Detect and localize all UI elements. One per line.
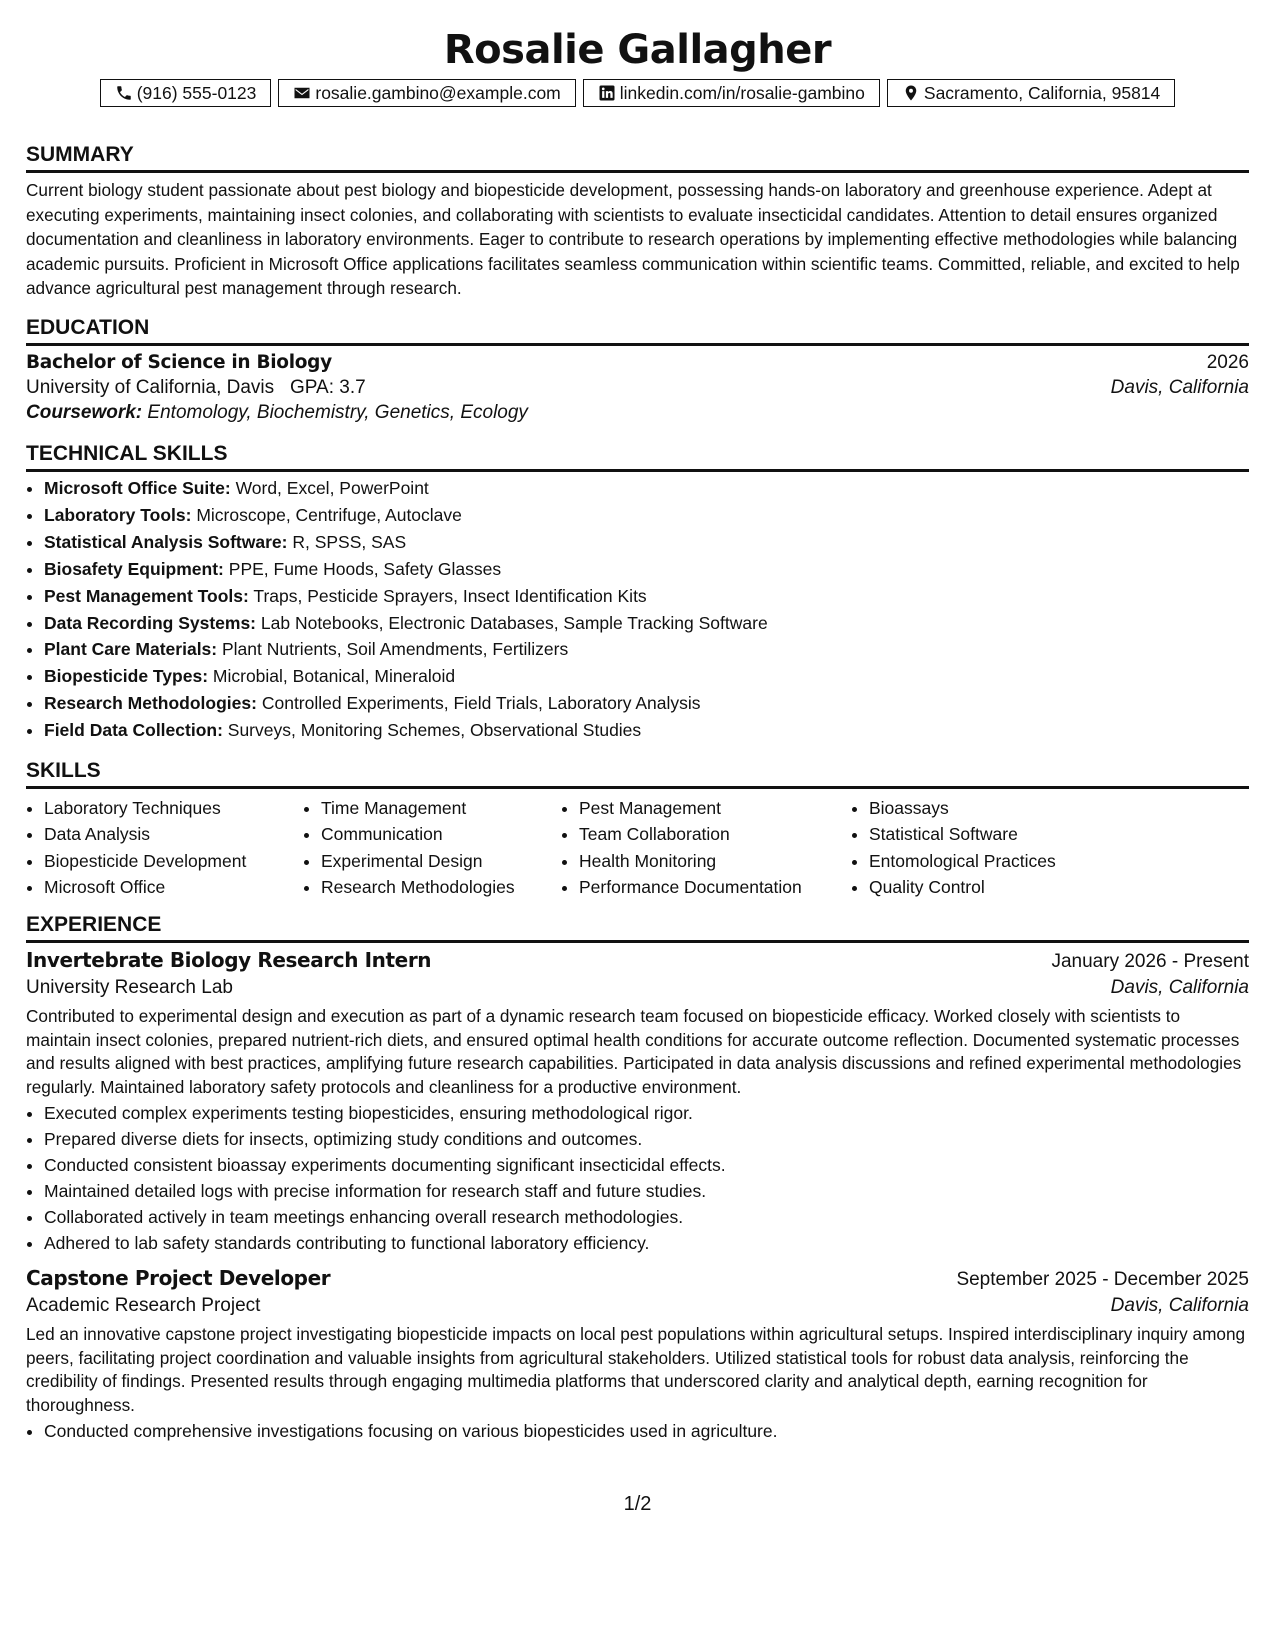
- skill-label: Pest Management Tools:: [44, 585, 249, 606]
- list-item: [44, 610, 1249, 637]
- coursework-list: Entomology, Biochemistry, Genetics, Ecology: [147, 401, 528, 423]
- skills-column: [561, 795, 834, 900]
- skills-column: [26, 795, 276, 900]
- phone-icon: [115, 84, 133, 102]
- contact-location: [887, 79, 1175, 107]
- contact-location-text: Sacramento, California, 95814: [923, 82, 1161, 103]
- job-title: Capstone Project Developer: [26, 1266, 331, 1291]
- skill-value: Plant Nutrients, Soil Amendments, Fertilizers: [222, 639, 569, 660]
- skill-label: Statistical Analysis Software:: [44, 531, 288, 552]
- resume-page: [26, 0, 1249, 1444]
- job-org-row: [26, 1295, 1249, 1317]
- map-marker-icon: [902, 84, 920, 102]
- list-item: • Communication: [321, 821, 543, 847]
- job-dates: September 2025 - December 2025: [956, 1269, 1249, 1291]
- school-location: Davis, California: [1110, 376, 1249, 398]
- contact-email-text: rosalie.gambino@example.com: [315, 82, 561, 103]
- list-item: [44, 556, 1249, 583]
- list-item: • Health Monitoring: [579, 848, 834, 874]
- job-header-row: [26, 1266, 1249, 1291]
- skill-label: Microsoft Office Suite:: [44, 477, 231, 498]
- skill-value: Traps, Pesticide Sprayers, Insect Identification Kits: [253, 585, 647, 606]
- school-info: [26, 377, 366, 399]
- list-item: • Adhered to lab safety standards contributing to functional laboratory efficiency.: [44, 1230, 1249, 1256]
- list-item: • Performance Documentation: [579, 874, 834, 900]
- job-organization: University Research Lab: [26, 977, 233, 999]
- gpa: GPA: 3.7: [289, 376, 366, 398]
- list-item: [44, 663, 1249, 690]
- list-item: [44, 583, 1249, 610]
- list-item: • Time Management: [321, 795, 543, 821]
- list-item: • Collaborated actively in team meetings enhancing overall research methodologies.: [44, 1204, 1249, 1230]
- skills-column: [303, 795, 543, 900]
- list-item: • Biopesticide Development: [44, 848, 276, 874]
- job-description: Led an innovative capstone project investigating biopesticide impacts on local pest populations within agricultural setups. Inspired interdisciplinary inquiry among peers, facilitating project coordination and valuable insights from agricultural stakeholders. Utilized statistical tools for robust data analysis, reinforcing the credibility of findings. Presented results through engaging multimedia platforms that underscored clarity and analytical depth, earning recognition for thoroughness.: [26, 1324, 1246, 1415]
- skills-section: [26, 759, 1249, 900]
- skill-label: Plant Care Materials:: [44, 639, 218, 660]
- linkedin-icon: [598, 84, 616, 102]
- experience-entry: [26, 948, 1249, 1256]
- coursework-label: Coursework:: [26, 401, 143, 423]
- coursework: [26, 402, 1249, 424]
- job-org-row: [26, 977, 1249, 999]
- list-item: • Maintained detailed logs with precise information for research staff and future studies.: [44, 1178, 1249, 1204]
- technical-skills-section: [26, 442, 1249, 744]
- list-item: • Quality Control: [869, 874, 1089, 900]
- job-location: Davis, California: [1110, 1295, 1249, 1317]
- skills-grid: [26, 795, 1249, 900]
- list-item: • Entomological Practices: [869, 848, 1089, 874]
- experience-section: [26, 913, 1249, 1443]
- graduation-year: 2026: [1206, 351, 1249, 373]
- envelope-icon: [293, 84, 311, 102]
- education-school-row: [26, 377, 1249, 399]
- list-item: • Prepared diverse diets for insects, optimizing study conditions and outcomes.: [44, 1126, 1249, 1152]
- job-header-row: [26, 948, 1249, 973]
- skill-value: Word, Excel, PowerPoint: [235, 477, 429, 498]
- skill-value: Microscope, Centrifuge, Autoclave: [196, 504, 462, 525]
- school-name: University of California, Davis: [26, 376, 275, 398]
- skill-label: Biopesticide Types:: [44, 666, 209, 687]
- list-item: • Conducted consistent bioassay experiments documenting significant insecticidal effects.: [44, 1152, 1249, 1178]
- contact-linkedin-text: linkedin.com/in/rosalie-gambino: [619, 82, 865, 103]
- list-item: • Executed complex experiments testing biopesticides, ensuring methodological rigor.: [44, 1100, 1249, 1126]
- list-item: • Statistical Software: [869, 821, 1089, 847]
- list-item: [44, 690, 1249, 717]
- list-item: • Laboratory Techniques: [44, 795, 276, 821]
- job-description: Contributed to experimental design and execution as part of a dynamic research team focused on biopesticide efficacy. Worked closely with scientists to maintain insect colonies, prepared nutrient-rich diets, and ensured optimal health conditions for accurate outcome reflection. Documented systematic processes and results aligned with best practices, amplifying future research capabilities. Participated in data analysis discussions and refined experimental methodologies regularly. Maintained laboratory safety protocols and cleanliness for a productive environment.: [26, 1006, 1242, 1097]
- technical-skills-list: [26, 475, 1249, 744]
- list-item: • Pest Management: [579, 795, 834, 821]
- skill-label: Data Recording Systems:: [44, 612, 257, 633]
- skill-value: R, SPSS, SAS: [292, 531, 407, 552]
- list-item: • Team Collaboration: [579, 821, 834, 847]
- list-item: [44, 636, 1249, 663]
- candidate-name: Rosalie Gallagher: [443, 27, 832, 73]
- job-title: Invertebrate Biology Research Intern: [26, 948, 432, 973]
- list-item: [44, 529, 1249, 556]
- education-header-row: [26, 352, 1249, 374]
- skills-column: [851, 795, 1089, 900]
- summary-section: [26, 143, 1249, 301]
- skill-label: Biosafety Equipment:: [44, 558, 224, 579]
- job-bullets: [26, 1100, 1249, 1257]
- skill-value: Microbial, Botanical, Mineraloid: [212, 666, 456, 687]
- section-title-education: EDUCATION: [26, 316, 1249, 346]
- list-item: • Conducted comprehensive investigations focusing on various biopesticides used in agriculture.: [44, 1418, 1249, 1444]
- contact-bar: [26, 79, 1249, 107]
- skill-value: PPE, Fume Hoods, Safety Glasses: [228, 558, 502, 579]
- list-item: [44, 475, 1249, 502]
- section-title-skills: SKILLS: [26, 759, 1249, 789]
- experience-entry: [26, 1266, 1249, 1443]
- contact-linkedin[interactable]: [583, 79, 880, 107]
- skill-label: Field Data Collection:: [44, 720, 223, 741]
- list-item: • Research Methodologies: [321, 874, 543, 900]
- page-number: 1/2: [623, 1493, 652, 1515]
- section-title-experience: EXPERIENCE: [26, 913, 1249, 943]
- job-location: Davis, California: [1110, 977, 1249, 999]
- job-bullets: [26, 1418, 1249, 1444]
- list-item: • Experimental Design: [321, 848, 543, 874]
- skill-value: Controlled Experiments, Field Trials, Laboratory Analysis: [261, 693, 701, 714]
- list-item: [44, 502, 1249, 529]
- contact-phone-text: (916) 555-0123: [136, 82, 257, 103]
- skill-label: Laboratory Tools:: [44, 504, 192, 525]
- contact-email[interactable]: [278, 79, 575, 107]
- section-title-technical-skills: TECHNICAL SKILLS: [26, 442, 1249, 472]
- summary-text: Current biology student passionate about pest biology and biopesticide development, possessing hands-on laboratory and greenhouse experience. Adept at executing experiments, maintaining insect colonies, and collaborating with scientists to evaluate insecticidal candidates. Attention to detail ensures organized documentation and cleanliness in laboratory environments. Eager to contribute to research operations by implementing effective methodologies while balancing academic pursuits. Proficient in Microsoft Office applications facilitates seamless communication within scientific teams. Committed, reliable, and excited to help advance agricultural pest management through research.: [26, 180, 1240, 299]
- contact-phone: [100, 79, 272, 107]
- education-section: [26, 316, 1249, 424]
- list-item: • Microsoft Office: [44, 874, 276, 900]
- list-item: • Bioassays: [869, 795, 1089, 821]
- list-item: [44, 717, 1249, 744]
- skill-value: Surveys, Monitoring Schemes, Observational Studies: [227, 720, 642, 741]
- degree-title: Bachelor of Science in Biology: [26, 351, 332, 373]
- list-item: • Data Analysis: [44, 821, 276, 847]
- job-dates: January 2026 - Present: [1051, 951, 1249, 973]
- section-title-summary: SUMMARY: [26, 143, 1249, 173]
- skill-value: Lab Notebooks, Electronic Databases, Sample Tracking Software: [260, 612, 768, 633]
- job-organization: Academic Research Project: [26, 1295, 261, 1317]
- skill-label: Research Methodologies:: [44, 693, 257, 714]
